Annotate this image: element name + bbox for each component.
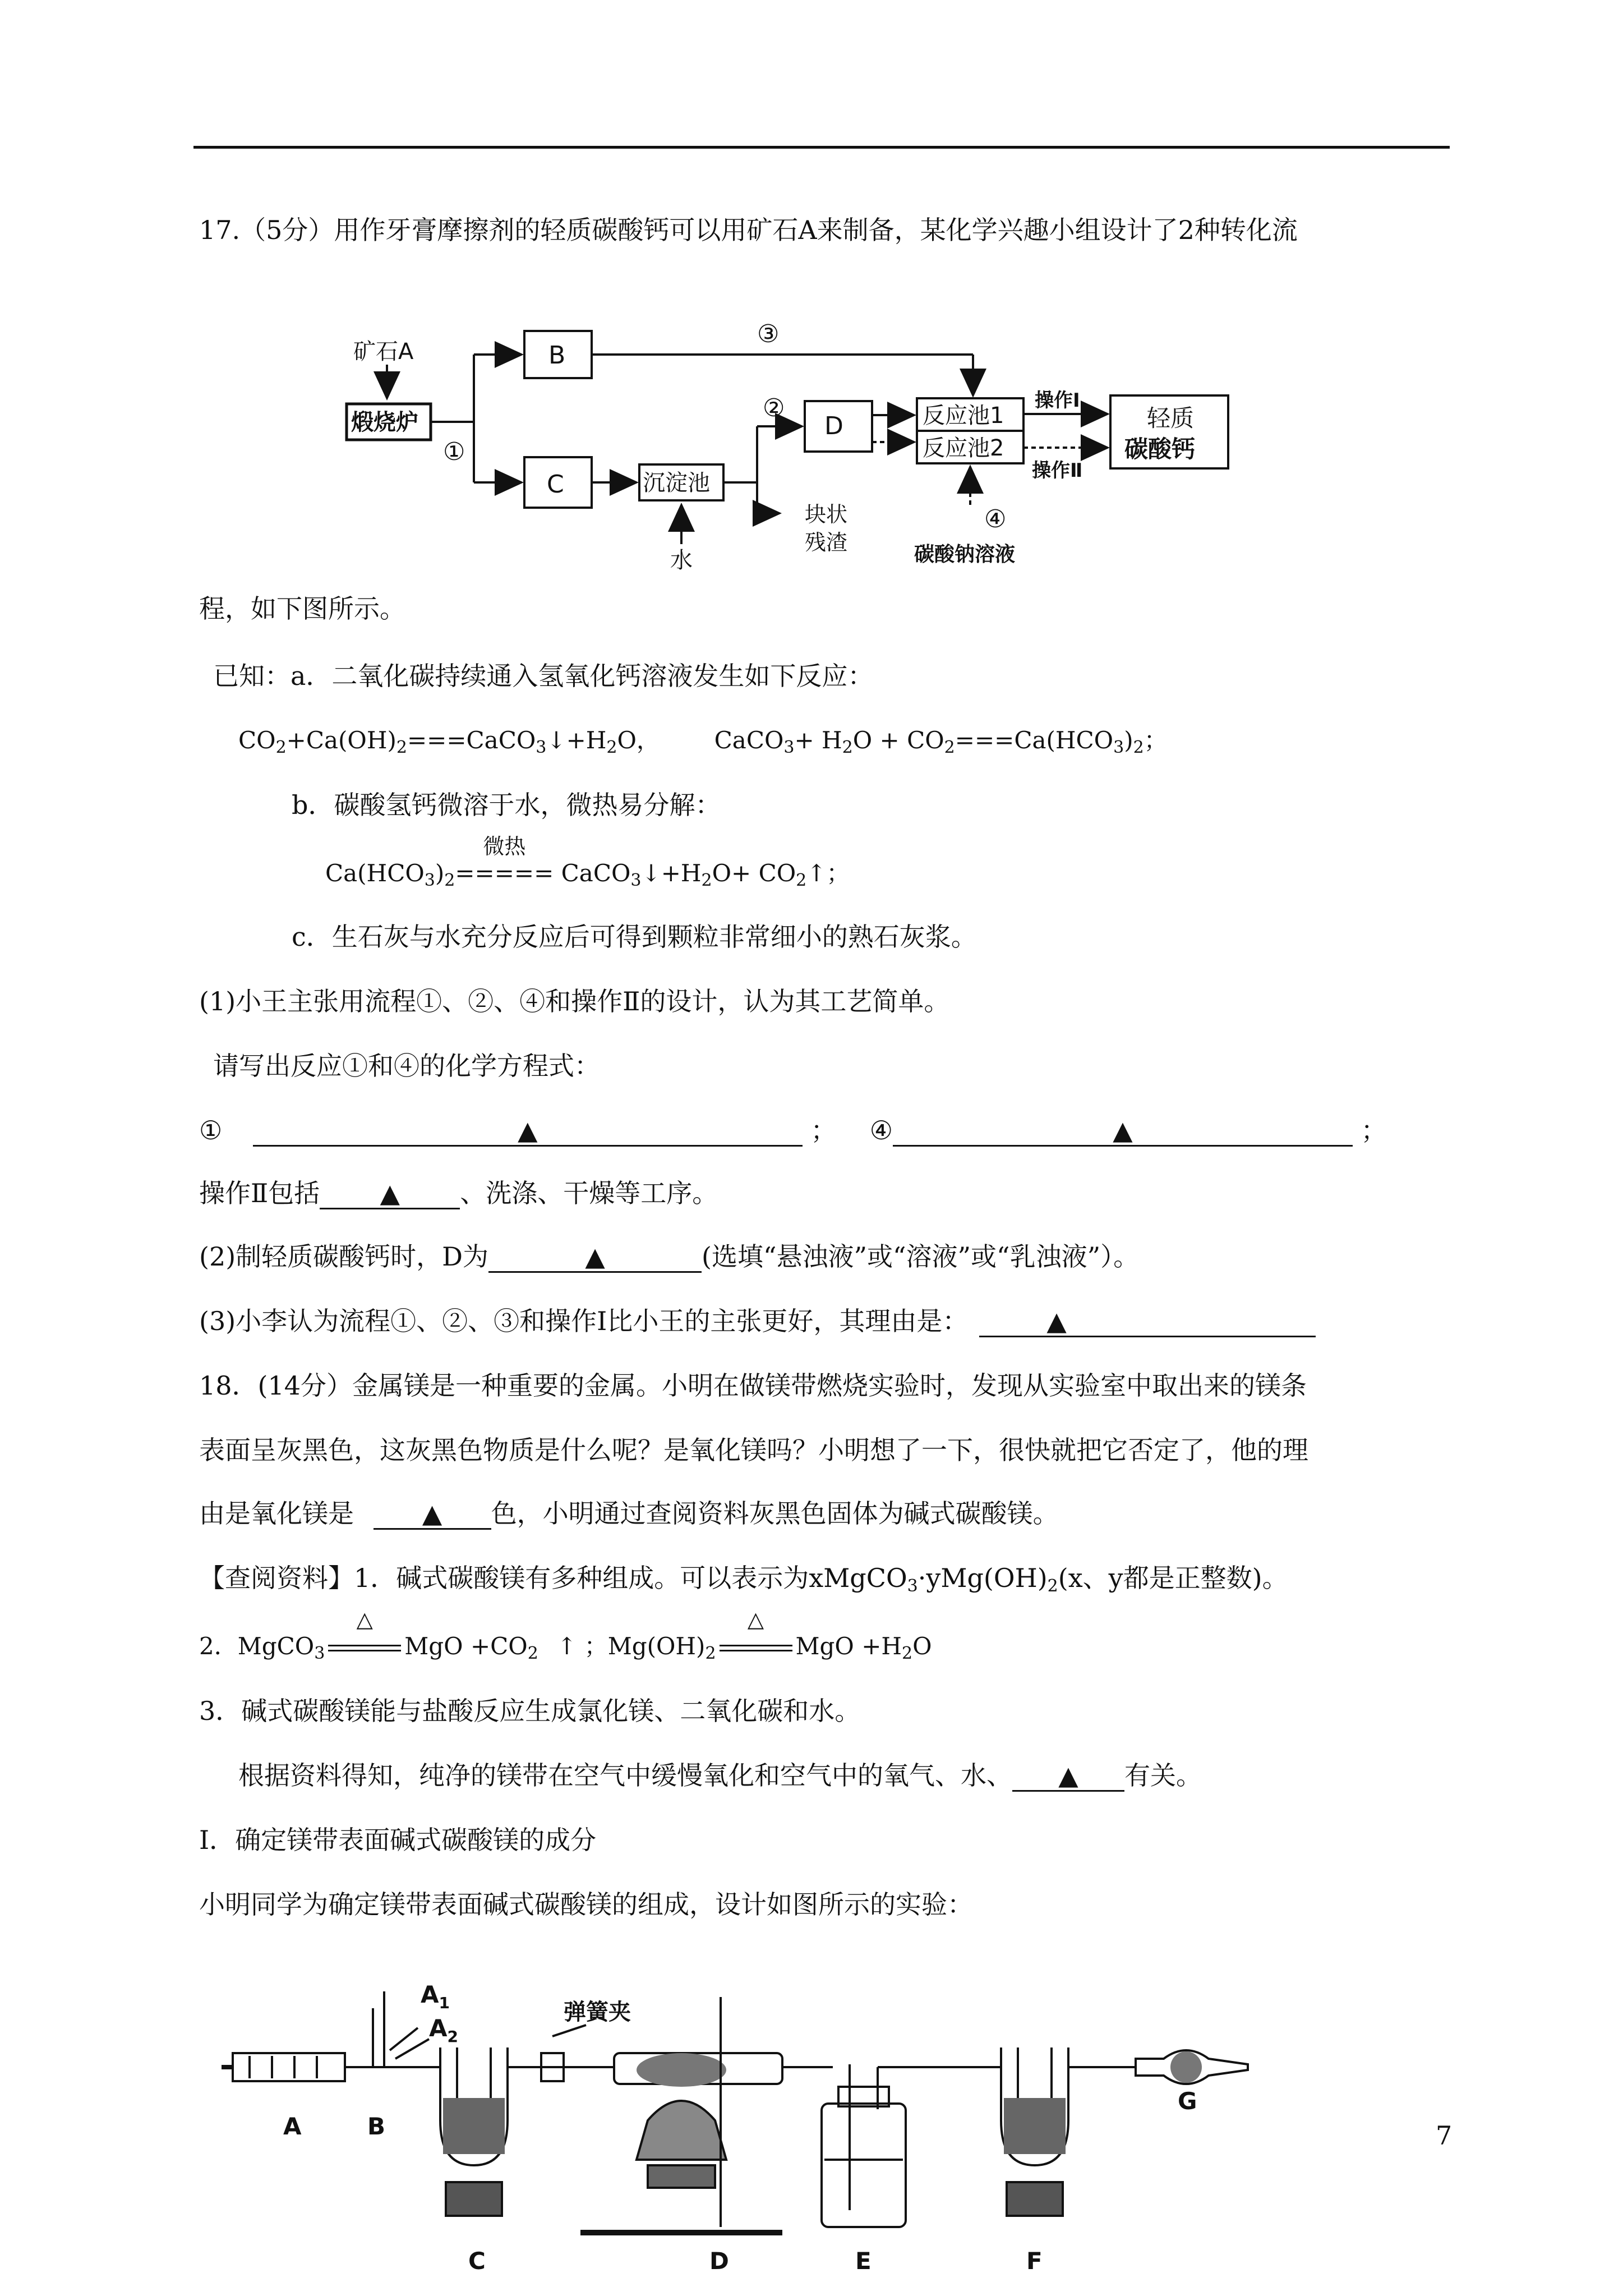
header-rule [193,146,1450,149]
label-a2: $A_2$ [429,2014,458,2046]
answer-blank-d[interactable]: ▲ [488,1242,702,1273]
flow-product2: 碳酸钙 [1124,435,1196,463]
q18-line1: 18．(14分）金属镁是一种重要的金属。小明在做镁带燃烧实验时，发现从实验室中取出来的镁条 [199,1370,1307,1401]
page-number: 7 [1436,2120,1453,2151]
q17-part3: (3)小李认为流程①、②、③和操作Ⅰ比小王的主张更好，其理由是： ▲ [199,1304,1316,1338]
flow-residue1: 块状 [805,502,848,527]
q17-part2: (2)制轻质碳酸钙时，D为 ▲ (选填“悬浊液”或“溶液”或“乳浊液”）。 [199,1241,1140,1272]
flow-settling: 沉淀池 [643,470,710,496]
flow-pool1: 反应池1 [923,403,1004,429]
q18-line3: 由是氧化镁是 ▲ 色，小明通过查阅资料灰黑色固体为碱式碳酸镁。 [199,1498,1059,1529]
q18-line2: 表面呈灰黑色，这灰黑色物质是什么呢？是氧化镁吗？小明想了一下，很快就把它否定了，他的理 [199,1435,1308,1465]
q18-section1: Ⅰ．确定镁带表面碱式碳酸镁的成分 [199,1825,597,1855]
q17-part1: (1)小王主张用流程①、②、④和操作Ⅱ的设计，认为其工艺简单。 [199,986,950,1016]
label-g: G [1178,2087,1197,2115]
label-a: A [283,2113,302,2140]
heat-label: 微热 [483,834,526,859]
answer-blank-oxidation[interactable]: ▲ [1012,1761,1124,1792]
label-f: F [1026,2247,1043,2275]
q18-ref3: 3．碱式碳酸镁能与盐酸反应生成氯化镁、二氧化碳和水。 [199,1696,861,1726]
flow-pool2: 反应池2 [923,435,1004,461]
q17-known-c: c．生石灰与水充分反应后可得到颗粒非常细小的熟石灰浆。 [292,922,977,952]
flow-na2co3: 碳酸钠溶液 [914,543,1016,566]
answer-blank-color[interactable]: ▲ [374,1499,491,1530]
label-e: E [855,2247,872,2275]
q18-ref2: 2．MgCO$_3$ △ MgO $+CO_2$ ↑ ；$Mg(OH)_2$ △ MgO $+H_2O$ [199,1607,932,1663]
label-c: C [468,2247,486,2275]
q18-ref1: 【查阅资料】1．碱式碳酸镁有多种组成。可以表示为$xMgCO_3\cdot yMg(OH)_2(x$、y都是正整数)。 [199,1563,1288,1596]
q17-eq-blanks: ① ▲ ； ④ ▲ ； [199,1115,1387,1145]
q17-part1b: 请写出反应①和④的化学方程式： [213,1051,600,1081]
q18-oxidation: 根据资料得知，纯净的镁带在空气中缓慢氧化和空气中的氧气、水、 ▲ 有关。 [238,1760,1202,1791]
answer-blank-eq1[interactable]: ▲ [253,1116,803,1147]
q17-eq-a: $CO_2+Ca(OH)_2===CaCO_3↓+H_2O$， CaCO$_3$+ $H_2O + CO_2===Ca(HCO_3)_2$； [238,726,1168,757]
flow-step1: ① [443,438,465,466]
flow-b: B [548,341,566,370]
answer-blank-eq4[interactable]: ▲ [893,1116,1353,1147]
q17-eq-b: $Ca(HCO_3)_2$ 微热 ===== $CaCO_3↓+H_2O+$ $CO_2↑$； [325,857,850,890]
q18-section1b: 小明同学为确定镁带表面碱式碳酸镁的组成，设计如图所示的实验： [199,1889,973,1920]
label-b: B [367,2113,386,2140]
flow-ore: 矿石A [353,339,414,365]
flow-step2: ② [763,394,785,422]
label-a1: $A_1$ [421,1981,450,2012]
label-clip: 弹簧夹 [564,1999,631,2025]
bottle-e [822,2104,906,2227]
answer-blank-reason[interactable]: ▲ [979,1306,1316,1337]
q17-flowchart [331,314,1251,578]
q17-intro-cont: 程，如下图所示。 [199,593,405,624]
flow-c: C [547,470,564,499]
flow-d: D [824,412,843,440]
flow-step4: ④ [984,505,1007,533]
flow-residue2: 残渣 [805,530,848,555]
flow-step3: ③ [757,320,780,348]
flow-furnace: 煅烧炉 [351,409,418,435]
flow-product1: 轻质 [1147,404,1195,432]
q17-intro: 17.（5分）用作牙膏摩擦剂的轻质碳酸钙可以用矿石A来制备，某化学兴趣小组设计了2种转化流 [199,215,1298,245]
q17-op2: 操作Ⅱ包括 ▲ 、洗涤、干燥等工序。 [199,1178,718,1208]
flow-op2: 操作Ⅱ [1032,459,1083,482]
label-d: D [709,2247,729,2275]
answer-blank-op2[interactable]: ▲ [320,1179,460,1209]
q17-known-a: 已知：a．二氧化碳持续通入氢氧化钙溶液发生如下反应： [213,661,874,691]
q18-apparatus [222,1975,1270,2289]
q17-known-b: b．碳酸氢钙微溶于水，微热易分解： [292,790,721,820]
flow-water: 水 [670,547,693,573]
flow-op1: 操作Ⅰ [1035,389,1080,412]
